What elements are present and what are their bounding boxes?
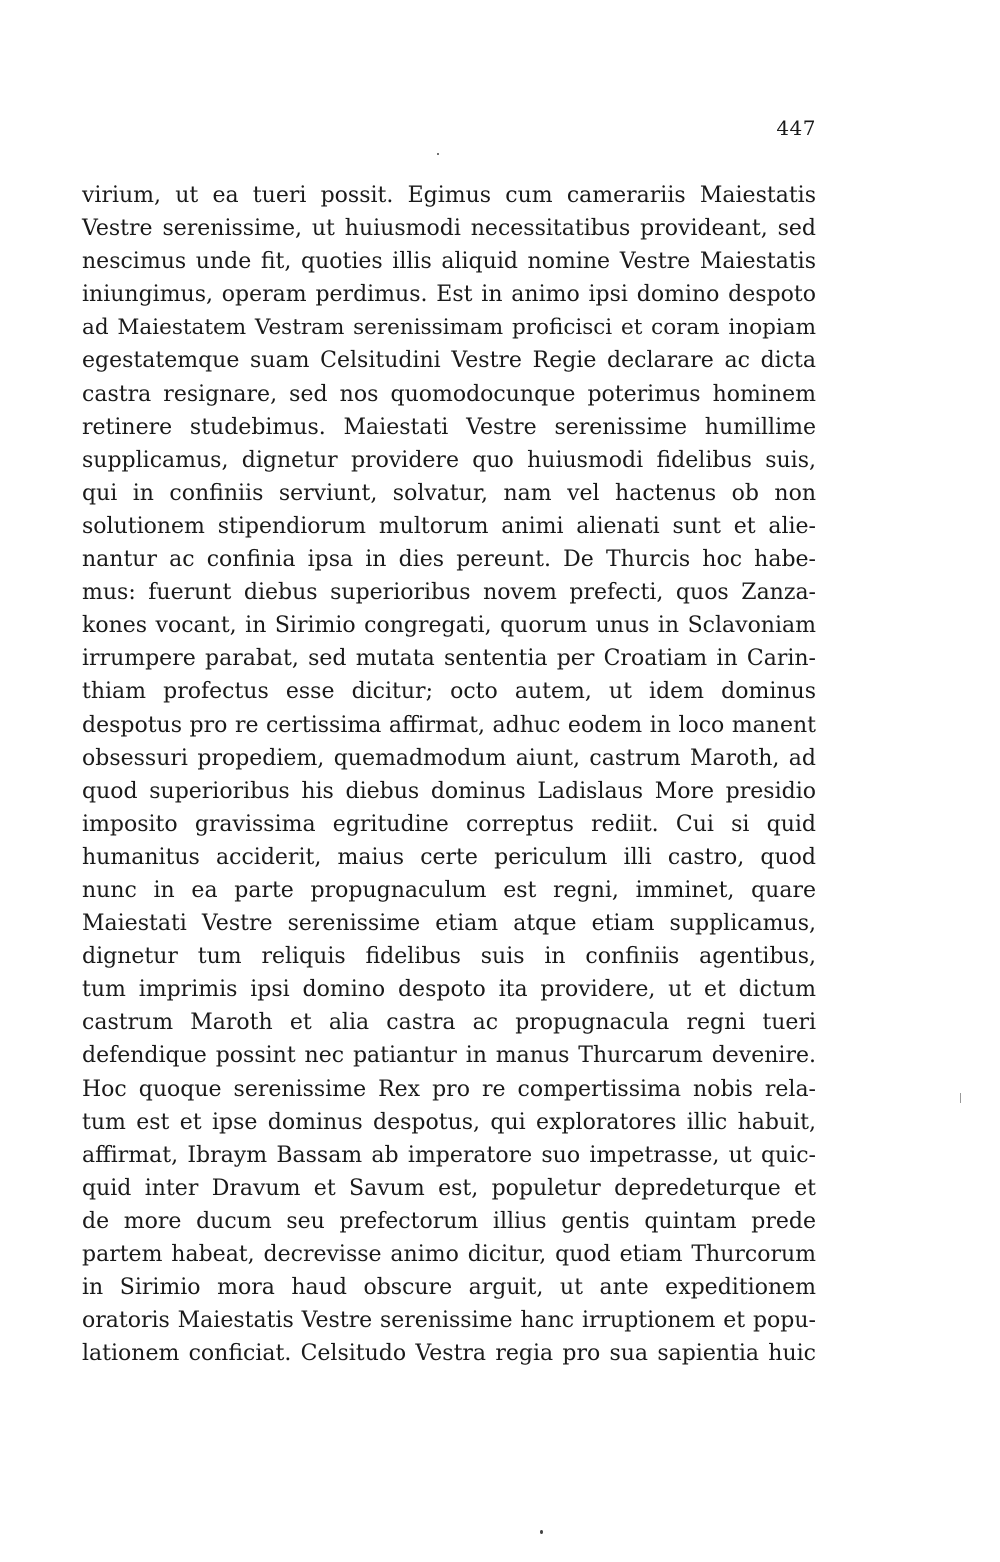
text-line: imposito gravissima egritudine correptus rediit. Cui si quid [82, 811, 816, 837]
text-line: mus: fuerunt diebus superioribus novem prefecti, quos Zanza- [82, 580, 816, 606]
text-line: in Sirimio mora haud obscure arguit, ut ante expeditionem [82, 1275, 816, 1301]
text-line: tum est et ipse dominus despotus, qui exploratores illic habuit, [82, 1109, 816, 1135]
text-line: nescimus unde fit, quoties illis aliquid nomine Vestre Maiestatis [82, 249, 816, 275]
text-line: solutionem stipendiorum multorum animi alienati sunt et alie- [82, 513, 816, 539]
text-line: supplicamus, dignetur providere quo huiusmodi fidelibus suis, [82, 447, 816, 473]
text-line: Vestre serenissime, ut huiusmodi necessitatibus provideant, sed [82, 216, 816, 242]
text-line: obsessuri propediem, quemadmodum aiunt, castrum Maroth, ad [82, 745, 816, 771]
body-text [82, 179, 816, 1370]
text-line: affirmat, Ibraym Bassam ab imperatore suo impetrasse, ut quic- [82, 1142, 816, 1168]
text-line: qui in confiniis serviunt, solvatur, nam vel hactenus ob non [82, 480, 816, 506]
text-line: tum imprimis ipsi domino despoto ita providere, ut et dictum [82, 977, 816, 1003]
text-line: dignetur tum reliquis fidelibus suis in confiniis agentibus, [82, 944, 816, 970]
text-line: retinere studebimus. Maiestati Vestre serenissime humillime [82, 414, 816, 440]
text-line: quid inter Dravum et Savum est, populetur depredeturque et [82, 1175, 816, 1201]
text-line: defendique possint nec patiantur in manus Thurcarum devenire. [82, 1043, 816, 1069]
page-number: 447 [776, 116, 816, 140]
scan-speck [540, 1530, 543, 1534]
text-line: humanitus acciderit, maius certe periculum illi castro, quod [82, 844, 816, 870]
scan-speck [437, 153, 439, 155]
text-line: egestatemque suam Celsitudini Vestre Regie declarare ac dicta [82, 348, 816, 374]
text-line: oratoris Maiestatis Vestre serenissime hanc irruptionem et popu- [82, 1308, 816, 1334]
text-line: castrum Maroth et alia castra ac propugnacula regni tueri [82, 1010, 816, 1036]
text-line: despotus pro re certissima affirmat, adhuc eodem in loco manent [82, 712, 816, 738]
scan-speck [960, 1093, 961, 1103]
text-line: Hoc quoque serenissime Rex pro re compertissima nobis rela- [82, 1076, 816, 1102]
text-line: partem habeat, decrevisse animo dicitur, quod etiam Thurcorum [82, 1242, 816, 1267]
text-line: castra resignare, sed nos quomodocunque poterimus hominem [82, 381, 816, 407]
text-line: nunc in ea parte propugnaculum est regni, imminet, quare [82, 877, 816, 903]
text-line: iniungimus, operam perdimus. Est in animo ipsi domino despoto [82, 282, 816, 308]
text-line: virium, ut ea tueri possit. Egimus cum camerariis Maiestatis [82, 183, 816, 208]
text-line: irrumpere parabat, sed mutata sententia per Croatiam in Carin- [82, 646, 816, 672]
text-line: ad Maiestatem Vestram serenissimam proficisci et coram inopiam [82, 315, 816, 341]
text-line: kones vocant, in Sirimio congregati, quorum unus in Sclavoniam [82, 613, 816, 639]
text-line: de more ducum seu prefectorum illius gentis quintam prede [82, 1208, 816, 1234]
text-line: thiam profectus esse dicitur; octo autem, ut idem dominus [82, 679, 816, 705]
text-line: quod superioribus his diebus dominus Ladislaus More presidio [82, 778, 816, 804]
text-line: Maiestati Vestre serenissime etiam atque etiam supplicamus, [82, 911, 816, 937]
text-line: lationem conficiat. Celsitudo Vestra regia pro sua sapientia huic [82, 1341, 816, 1367]
text-line: nantur ac confinia ipsa in dies pereunt. De Thurcis hoc habe- [82, 547, 816, 573]
